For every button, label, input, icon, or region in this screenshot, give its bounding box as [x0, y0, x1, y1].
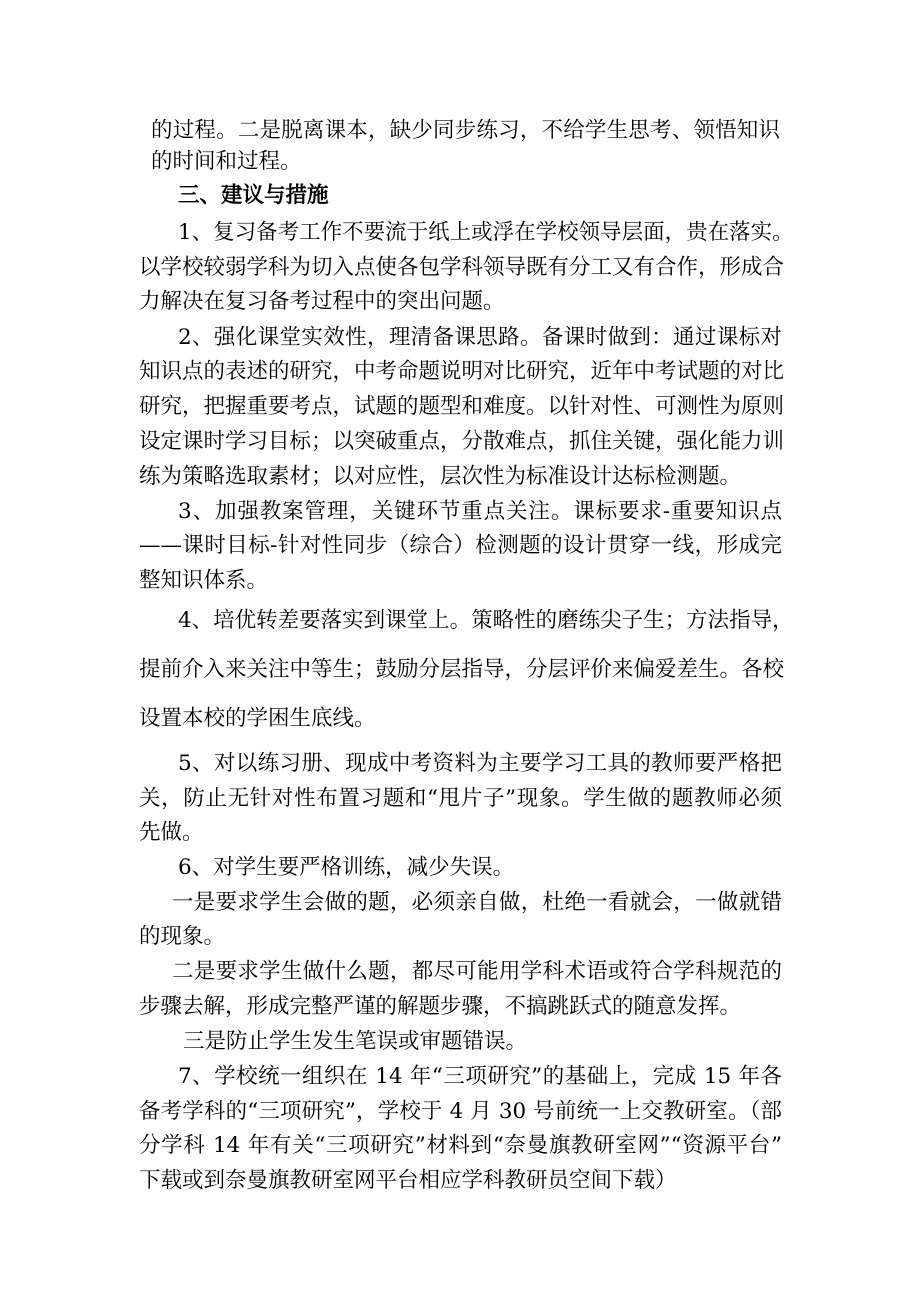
text-line: 备考学科的“三项研究”，学校于 4 月 30 号前统一上交教研室。（部 — [139, 1099, 782, 1124]
text-line: 下载或到奈曼旗教研室网平台相应学科教研员空间下载） — [139, 1168, 677, 1193]
section-heading: 三、建议与措施 — [178, 183, 329, 208]
text-line: 5、对以练习册、现成中考资料为主要学习工具的教师要严格把 — [178, 751, 782, 776]
text-line: 力解决在复习备考过程中的突出问题。 — [139, 289, 505, 314]
text-line: 提前介入来关注中等生；鼓励分层指导，分层评价来偏爱差生。各校 — [139, 657, 785, 682]
text-line: 以学校较弱学科为切入点使各包学科领导既有分工又有合作，形成合 — [139, 255, 785, 280]
text-line: 一是要求学生会做的题，必须亲自做，杜绝一看就会，一做就错 — [172, 890, 782, 915]
text-line: 练为策略选取素材；以对应性，层次性为标准设计达标检测题。 — [139, 464, 742, 489]
text-line: 研究，把握重要考点，试题的题型和难度。以针对性、可测性为原则 — [139, 394, 785, 419]
text-line: 关，防止无针对性布置习题和“甩片子”现象。学生做的题教师必须 — [139, 786, 782, 811]
text-line: ——课时目标-针对性同步（综合）检测题的设计贯穿一线，形成完 — [139, 533, 782, 558]
text-line: 的现象。 — [139, 924, 226, 949]
text-line: 步骤去解，形成完整严谨的解题步骤，不搞跳跃式的随意发挥。 — [139, 994, 742, 1019]
text-line: 先做。 — [139, 820, 204, 845]
text-line: 1、复习备考工作不要流于纸上或浮在学校领导层面，贵在落实。 — [178, 220, 794, 245]
text-line: 设置本校的学困生底线。 — [139, 706, 376, 731]
text-line: 3、加强教案管理，关键环节重点关注。课标要求-重要知识点 — [178, 499, 782, 524]
text-line: 二是要求学生做什么题，都尽可能用学科术语或符合学科规范的 — [172, 959, 782, 984]
text-line: 知识点的表述的研究，中考命题说明对比研究，近年中考试题的对比 — [139, 359, 785, 384]
text-line: 的时间和过程。 — [151, 149, 302, 174]
text-line: 4、培优转差要落实到课堂上。策略性的磨练尖子生；方法指导， — [178, 608, 794, 633]
text-line: 三是防止学生发生笔误或审题错误。 — [183, 1029, 528, 1054]
text-line: 设定课时学习目标；以突破重点，分散难点，抓住关键，强化能力训 — [139, 429, 785, 454]
text-line: 的过程。二是脱离课本，缺少同步练习，不给学生思考、领悟知识 — [151, 118, 780, 143]
text-line: 2、强化课堂实效性，理清备课思路。备课时做到：通过课标对 — [178, 325, 782, 350]
text-line: 6、对学生要严格训练，减少失误。 — [178, 855, 515, 880]
text-line: 整知识体系。 — [139, 568, 269, 593]
text-line: 分学科 14 年有关“三项研究”材料到“奈曼旗教研室网”“资源平台” — [139, 1133, 782, 1158]
text-line: 7、学校统一组织在 14 年“三项研究”的基础上，完成 15 年各 — [178, 1064, 782, 1089]
